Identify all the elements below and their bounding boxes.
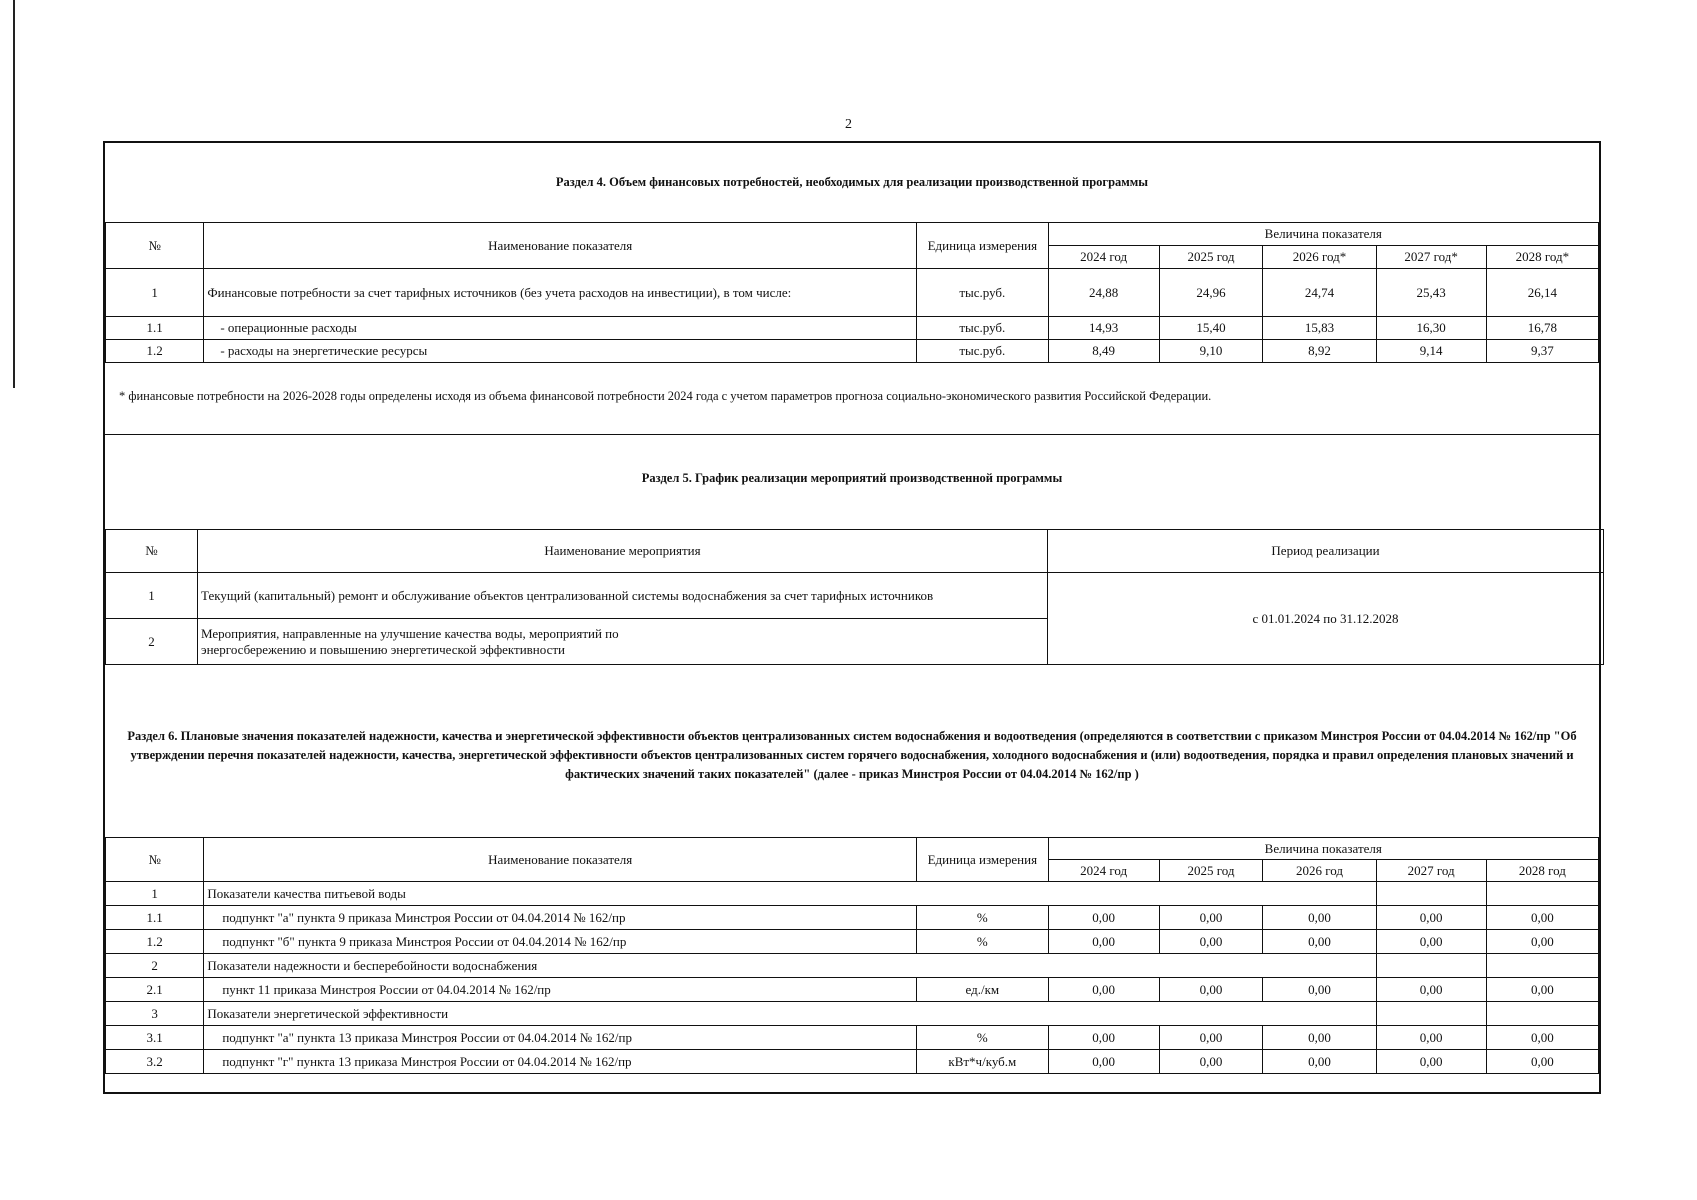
s6-header-year: 2025 год bbox=[1159, 860, 1263, 882]
s5-header-num: № bbox=[106, 530, 198, 573]
group-name: Показатели качества питьевой воды bbox=[204, 882, 1376, 906]
document-sheet bbox=[103, 141, 1601, 1094]
row-value: 0,00 bbox=[1486, 906, 1598, 930]
row-value: 0,00 bbox=[1048, 1050, 1159, 1074]
table-row bbox=[106, 317, 1599, 340]
row-num: 1.2 bbox=[106, 930, 204, 954]
row-value: 25,43 bbox=[1376, 269, 1486, 317]
row-value: 0,00 bbox=[1263, 1026, 1376, 1050]
row-value: 0,00 bbox=[1486, 1050, 1598, 1074]
row-value: 0,00 bbox=[1048, 930, 1159, 954]
row-value: 0,00 bbox=[1486, 978, 1598, 1002]
row-value: 0,00 bbox=[1159, 906, 1263, 930]
row-num: 2 bbox=[106, 619, 198, 665]
row-num: 3.2 bbox=[106, 1050, 204, 1074]
row-num: 1.1 bbox=[106, 317, 204, 340]
table-row bbox=[106, 573, 1604, 619]
s4-header-year: 2025 год bbox=[1159, 246, 1263, 269]
row-value: 0,00 bbox=[1159, 1050, 1263, 1074]
s4-header-year: 2026 год* bbox=[1263, 246, 1376, 269]
row-name: Текущий (капитальный) ремонт и обслуживание объектов централизованной системы водоснабжения за счет тарифных источников bbox=[198, 573, 1048, 619]
s6-header-year: 2024 год bbox=[1048, 860, 1159, 882]
group-name: Показатели надежности и бесперебойности водоснабжения bbox=[204, 954, 1376, 978]
table-row bbox=[106, 340, 1599, 363]
row-value: 0,00 bbox=[1263, 1050, 1376, 1074]
row-value: 9,37 bbox=[1486, 340, 1598, 363]
row-value: 9,10 bbox=[1159, 340, 1263, 363]
row-value: 0,00 bbox=[1376, 1026, 1486, 1050]
table-row bbox=[106, 1050, 1599, 1074]
row-num: 2.1 bbox=[106, 978, 204, 1002]
row-value: 0,00 bbox=[1048, 978, 1159, 1002]
s4-header-year: 2028 год* bbox=[1486, 246, 1598, 269]
row-value: 0,00 bbox=[1486, 930, 1598, 954]
s6-header-year: 2026 год bbox=[1263, 860, 1376, 882]
row-name: пункт 11 приказа Минстроя России от 04.04.2014 № 162/пр bbox=[204, 978, 917, 1002]
section4-table bbox=[105, 222, 1599, 363]
row-value: 0,00 bbox=[1376, 906, 1486, 930]
s6-header-num: № bbox=[106, 838, 204, 882]
row-value: 0,00 bbox=[1159, 930, 1263, 954]
row-value: 0,00 bbox=[1048, 1026, 1159, 1050]
group-num: 2 bbox=[106, 954, 204, 978]
s6-header-value: Величина показателя bbox=[1048, 838, 1598, 860]
scan-margin-line bbox=[13, 0, 15, 388]
row-unit: тыс.руб. bbox=[917, 340, 1048, 363]
group-num: 1 bbox=[106, 882, 204, 906]
row-value: 26,14 bbox=[1486, 269, 1598, 317]
row-unit: % bbox=[917, 930, 1048, 954]
row-unit: ед./км bbox=[917, 978, 1048, 1002]
row-value: 0,00 bbox=[1486, 1026, 1598, 1050]
group-row bbox=[106, 1002, 1599, 1026]
implementation-period: с 01.01.2024 по 31.12.2028 bbox=[1048, 573, 1604, 665]
s4-header-value: Величина показателя bbox=[1048, 223, 1598, 246]
s6-header-unit: Единица измерения bbox=[917, 838, 1048, 882]
s4-header-year: 2024 год bbox=[1048, 246, 1159, 269]
row-unit: тыс.руб. bbox=[917, 317, 1048, 340]
group-row bbox=[106, 882, 1599, 906]
s6-header-year: 2027 год bbox=[1376, 860, 1486, 882]
s5-header-name: Наименование мероприятия bbox=[198, 530, 1048, 573]
row-value: 8,92 bbox=[1263, 340, 1376, 363]
s6-header-name: Наименование показателя bbox=[204, 838, 917, 882]
group-name: Показатели энергетической эффективности bbox=[204, 1002, 1376, 1026]
s4-header-num: № bbox=[106, 223, 204, 269]
row-num: 1 bbox=[106, 269, 204, 317]
row-unit: % bbox=[917, 1026, 1048, 1050]
section-divider bbox=[105, 434, 1599, 435]
row-value: 0,00 bbox=[1159, 1026, 1263, 1050]
row-value: 15,40 bbox=[1159, 317, 1263, 340]
s4-header-name: Наименование показателя bbox=[204, 223, 917, 269]
row-value: 0,00 bbox=[1263, 906, 1376, 930]
table-row bbox=[106, 269, 1599, 317]
section5-table bbox=[105, 529, 1604, 665]
row-unit: кВт*ч/куб.м bbox=[917, 1050, 1048, 1074]
row-num: 1.2 bbox=[106, 340, 204, 363]
table-row bbox=[106, 930, 1599, 954]
row-value: 24,74 bbox=[1263, 269, 1376, 317]
s5-header-period: Период реализации bbox=[1048, 530, 1604, 573]
s4-header-unit: Единица измерения bbox=[917, 223, 1048, 269]
page-number: 2 bbox=[845, 117, 852, 132]
row-name: - расходы на энергетические ресурсы bbox=[204, 340, 917, 363]
section6-table bbox=[105, 837, 1599, 1074]
row-value: 24,96 bbox=[1159, 269, 1263, 317]
row-name: подпункт "а" пункта 9 приказа Минстроя России от 04.04.2014 № 162/пр bbox=[204, 906, 917, 930]
row-name: - операционные расходы bbox=[204, 317, 917, 340]
row-value: 0,00 bbox=[1376, 1050, 1486, 1074]
row-num: 1 bbox=[106, 573, 198, 619]
section4-title: Раздел 4. Объем финансовых потребностей, необходимых для реализации производственной программы bbox=[555, 175, 1149, 189]
row-value: 0,00 bbox=[1263, 930, 1376, 954]
row-name: Финансовые потребности за счет тарифных источников (без учета расходов на инвестиции), в том числе: bbox=[204, 269, 917, 317]
row-unit: тыс.руб. bbox=[917, 269, 1048, 317]
group-num: 3 bbox=[106, 1002, 204, 1026]
row-num: 3.1 bbox=[106, 1026, 204, 1050]
row-value: 0,00 bbox=[1376, 930, 1486, 954]
row-value: 24,88 bbox=[1048, 269, 1159, 317]
s4-header-year: 2027 год* bbox=[1376, 246, 1486, 269]
row-value: 0,00 bbox=[1159, 978, 1263, 1002]
row-name: Мероприятия, направленные на улучшение качества воды, мероприятий по энергосбережению и повышению энергетической эффективности bbox=[198, 619, 1048, 665]
row-name: подпункт "г" пункта 13 приказа Минстроя России от 04.04.2014 № 162/пр bbox=[204, 1050, 917, 1074]
row-value: 8,49 bbox=[1048, 340, 1159, 363]
row-unit: % bbox=[917, 906, 1048, 930]
section4-footnote: * финансовые потребности на 2026-2028 годы определены исходя из объема финансовой потребности 2024 года с учетом параметров прогноза социально-экономического развития Российской Федерации. bbox=[119, 389, 1212, 403]
table-row bbox=[106, 906, 1599, 930]
s6-header-year: 2028 год bbox=[1486, 860, 1598, 882]
group-row bbox=[106, 954, 1599, 978]
row-value: 16,78 bbox=[1486, 317, 1598, 340]
row-num: 1.1 bbox=[106, 906, 204, 930]
row-value: 14,93 bbox=[1048, 317, 1159, 340]
table-row bbox=[106, 1026, 1599, 1050]
row-value: 9,14 bbox=[1376, 340, 1486, 363]
row-value: 15,83 bbox=[1263, 317, 1376, 340]
row-name: подпункт "б" пункта 9 приказа Минстроя России от 04.04.2014 № 162/пр bbox=[204, 930, 917, 954]
table-row bbox=[106, 978, 1599, 1002]
row-value: 0,00 bbox=[1263, 978, 1376, 1002]
row-name: подпункт "а" пункта 13 приказа Минстроя России от 04.04.2014 № 162/пр bbox=[204, 1026, 917, 1050]
row-value: 16,30 bbox=[1376, 317, 1486, 340]
row-value: 0,00 bbox=[1048, 906, 1159, 930]
row-value: 0,00 bbox=[1376, 978, 1486, 1002]
section6-title: Раздел 6. Плановые значения показателей надежности, качества и энергетической эффективности объектов централизованных систем водоснабжения и водоотведения (определяются в соответствии с приказом Минстроя России от 04.04.2014 № 162/пр "Об утверждении перечня показателей надежности, качества, энергетической эффективности объектов централизованных систем горячего водоснабжения, холодного водоснабжения и (или) водоотведения, порядка и правил определения плановых значений и фактических значений таких показателей" (далее - приказ Минстроя России от 04.04.2014 № 162/пр ) bbox=[127, 729, 1577, 781]
section5-title: Раздел 5. График реализации мероприятий производственной программы bbox=[641, 471, 1063, 485]
